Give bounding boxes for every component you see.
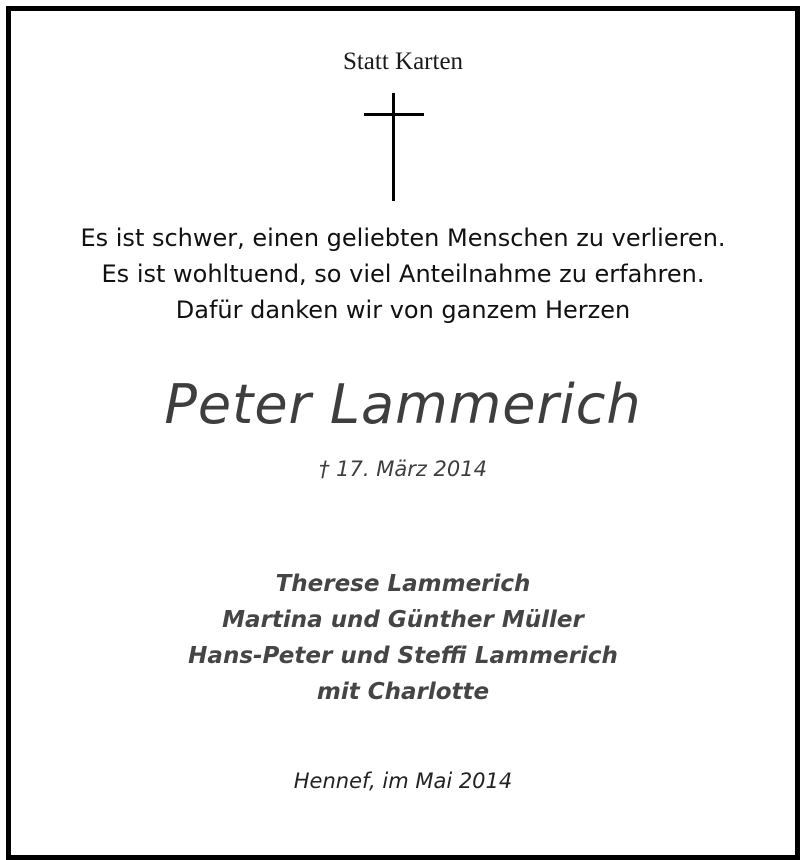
- cross-horizontal-bar: [364, 113, 424, 116]
- place-and-date: Hennef, im Mai 2014: [293, 769, 513, 793]
- verse-line: Es ist schwer, einen geliebten Menschen zu verlieren.: [80, 224, 726, 252]
- deceased-name: Peter Lammerich: [164, 373, 642, 436]
- verse-block: [11, 220, 795, 328]
- obituary-notice: [6, 6, 800, 860]
- notice-heading: Statt Karten: [342, 48, 464, 75]
- verse-line: Dafür danken wir von ganzem Herzen: [175, 296, 631, 324]
- mourner-line: Martina und Günther Müller: [222, 607, 584, 633]
- latin-cross-icon: [364, 93, 424, 201]
- mourner-line: mit Charlotte: [316, 679, 490, 705]
- mourners-list: [11, 566, 795, 710]
- verse-line: Es ist wohltuend, so viel Anteilnahme zu erfahren.: [101, 260, 705, 288]
- death-date: † 17. März 2014: [318, 457, 487, 481]
- mourner-line: Therese Lammerich: [275, 571, 531, 597]
- cross-vertical-bar: [392, 93, 395, 201]
- mourner-line: Hans-Peter und Steffi Lammerich: [188, 643, 618, 669]
